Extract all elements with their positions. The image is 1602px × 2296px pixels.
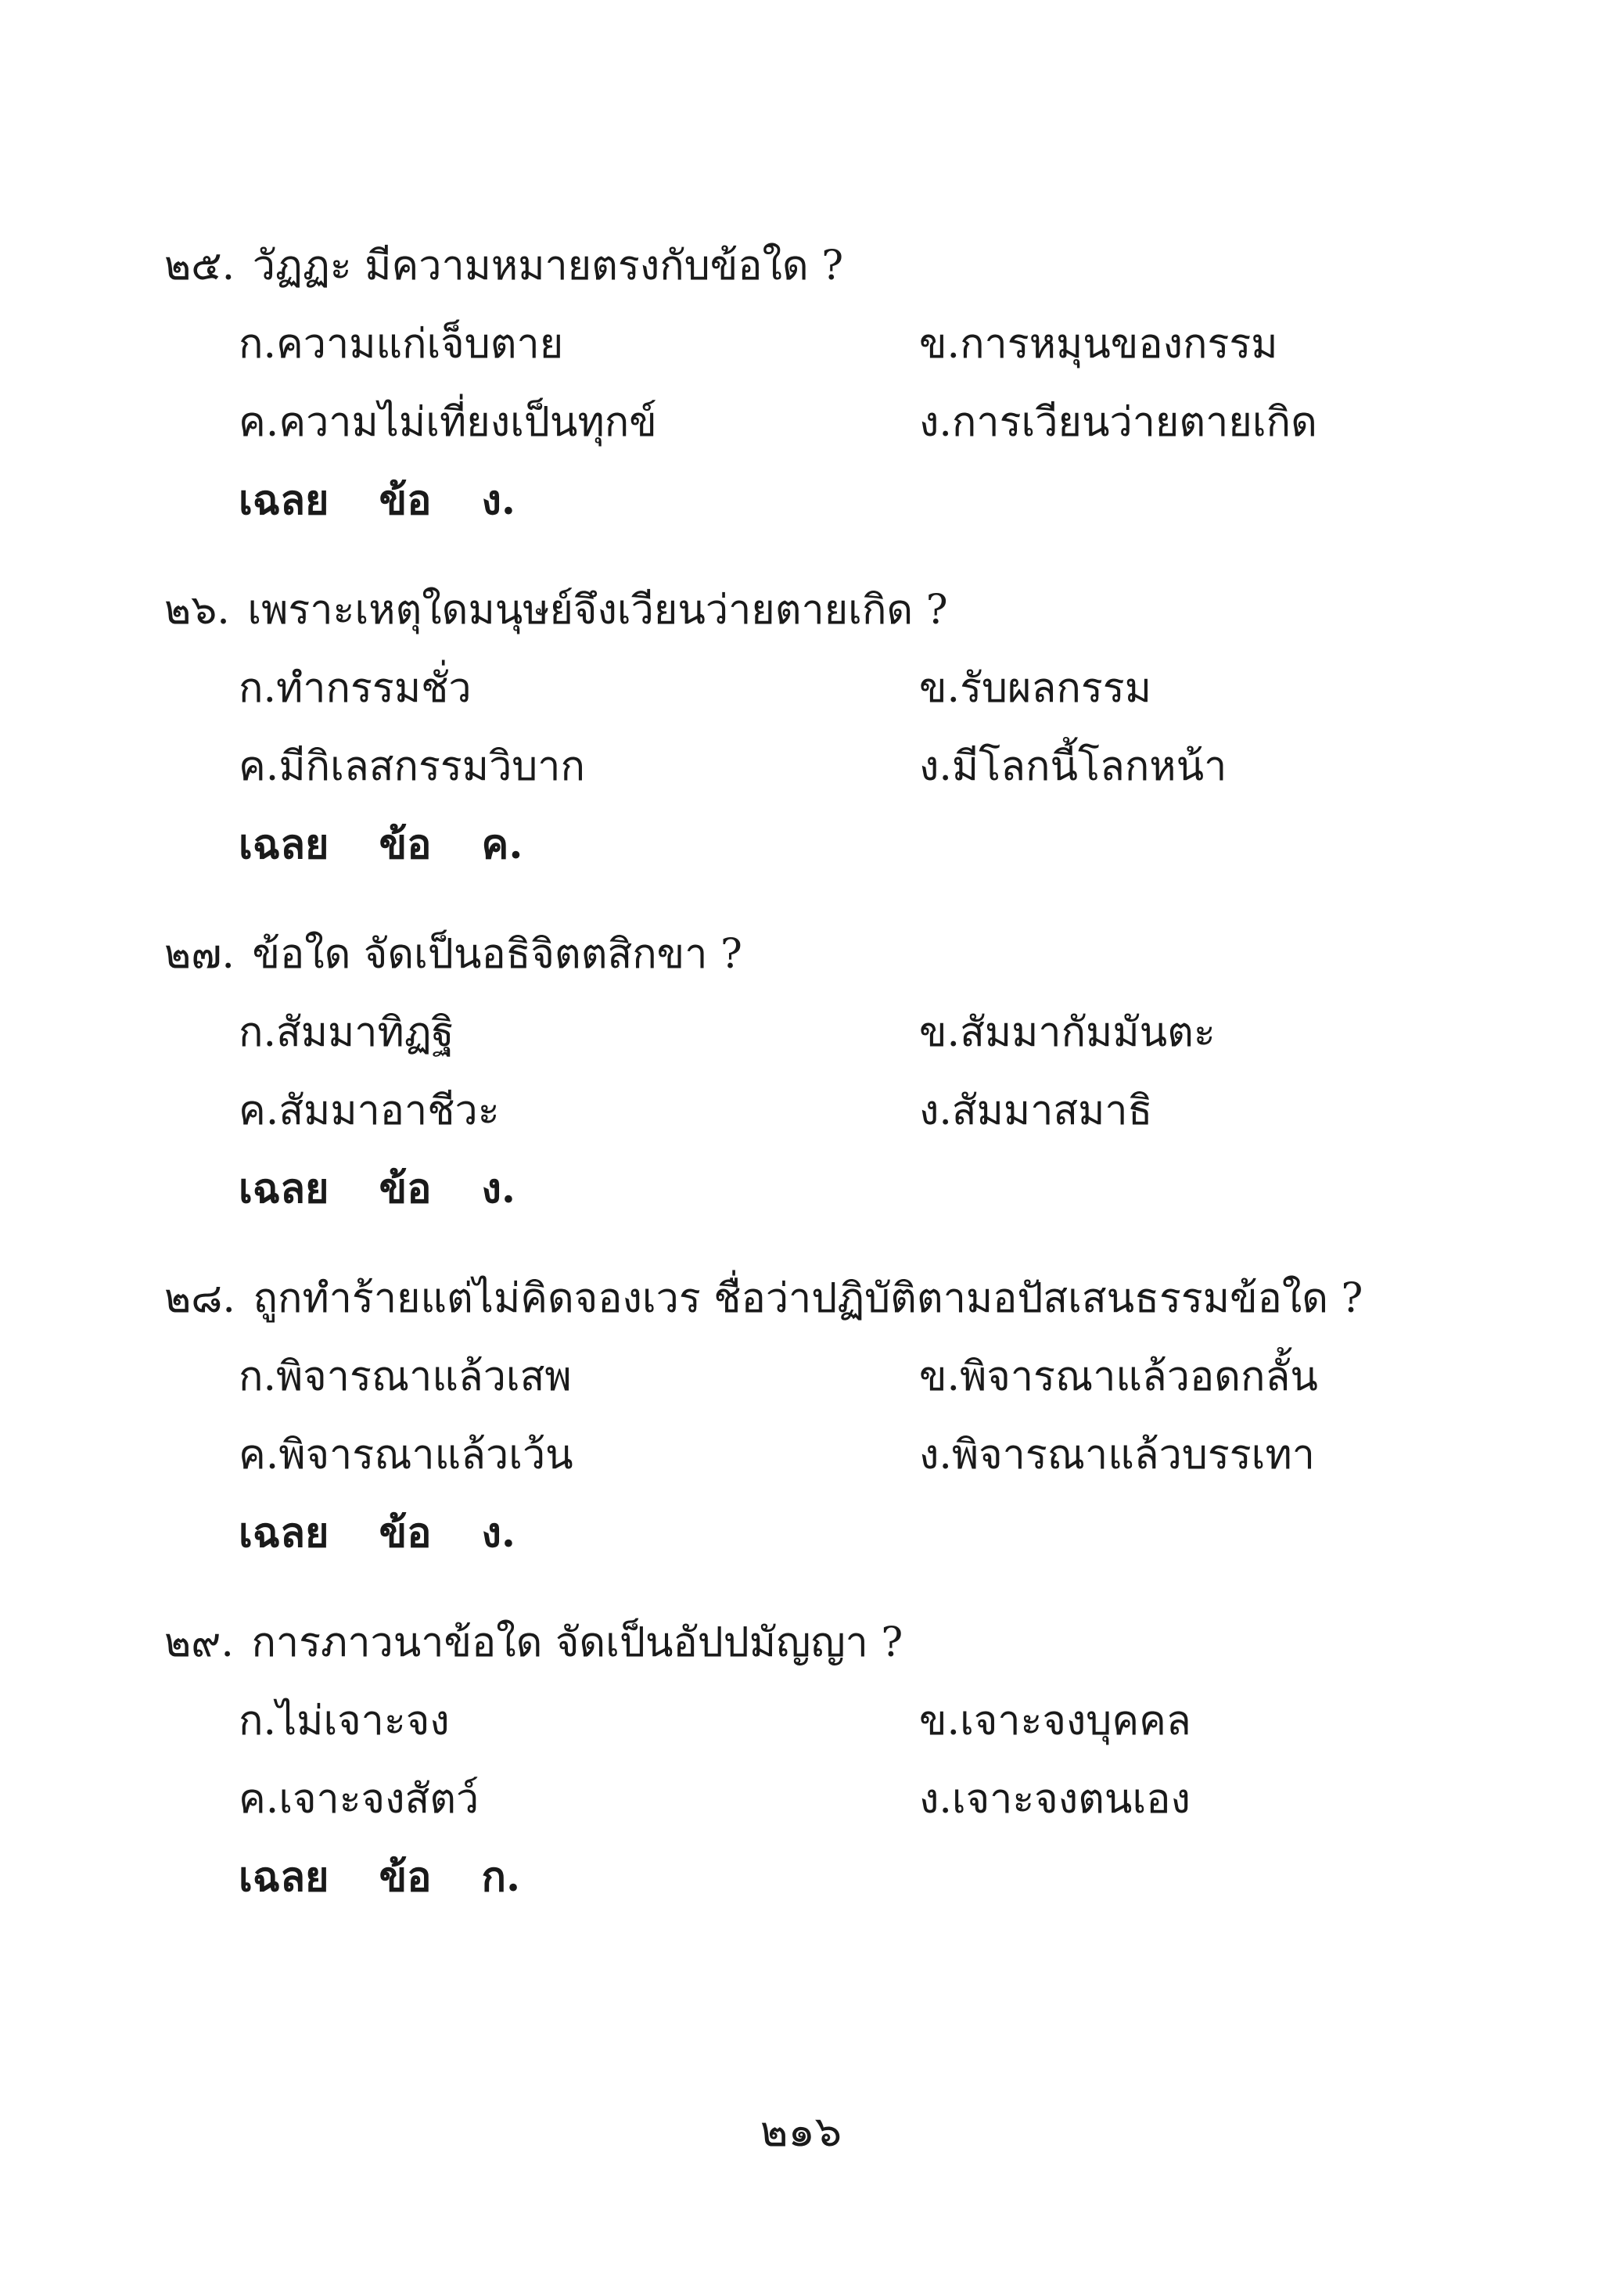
answer-line: [239, 1162, 551, 1216]
option-d: ง.เจาะจงตนเอง: [919, 1776, 1191, 1823]
option-a: ก.สัมมาทิฏฐิ: [239, 1009, 454, 1056]
question-line: [164, 583, 948, 638]
answer-word: ข้อ: [379, 821, 432, 868]
answer-word: ข้อ: [379, 1853, 432, 1901]
question-26: [0, 583, 1602, 896]
answer-choice: ก.: [481, 1853, 521, 1901]
page-number: ๒๑๖: [760, 2107, 842, 2156]
question-27: [0, 927, 1602, 1240]
answer-label: เฉลย: [239, 1165, 329, 1213]
answer-line: [239, 473, 551, 528]
option-c: ค.เจาะจงสัตว์: [239, 1776, 480, 1823]
answer-line: [239, 817, 559, 872]
answer-label: เฉลย: [239, 476, 329, 524]
question-number: ๒๗.: [164, 931, 235, 978]
option-c: ค.มีกิเลสกรรมวิบาก: [239, 743, 585, 790]
option-c: ค.สัมมาอาชีวะ: [239, 1087, 500, 1134]
answer-choice: ง.: [481, 476, 516, 524]
option-c: ค.ความไม่เที่ยงเป็นทุกข์: [239, 399, 657, 446]
option-a: ก.ความแก่เจ็บตาย: [239, 321, 564, 368]
question-29: [0, 1615, 1602, 1928]
question-text: การภาวนาข้อใด จัดเป็นอัปปมัญญา ?: [251, 1619, 903, 1666]
question-line: [164, 1271, 1363, 1326]
question-text: เพราะเหตุใดมนุษย์จึงเวียนว่ายตายเกิด ?: [247, 587, 948, 634]
option-b: ข.เจาะจงบุคคล: [919, 1698, 1191, 1744]
question-25: [0, 239, 1602, 552]
option-a: ก.ไม่เจาะจง: [239, 1698, 450, 1744]
question-text: ถูกทำร้ายแต่ไม่คิดจองเวร ชื่อว่าปฏิบัติตามอปัสเสนธรรมข้อใด ?: [253, 1275, 1363, 1322]
question-text: วัฏฏะ มีความหมายตรงกับข้อใด ?: [252, 243, 844, 289]
option-c: ค.พิจารณาแล้วเว้น: [239, 1432, 573, 1479]
answer-line: [239, 1506, 551, 1561]
option-b: ข.การหมุนของกรรม: [919, 321, 1278, 368]
option-d: ง.มีโลกนี้โลกหน้า: [919, 743, 1227, 790]
question-number: ๒๘.: [164, 1275, 235, 1322]
option-a: ก.พิจารณาแล้วเสพ: [239, 1353, 572, 1400]
question-number: ๒๙.: [164, 1619, 234, 1666]
answer-word: ข้อ: [379, 476, 432, 524]
question-28: [0, 1271, 1602, 1584]
question-line: [164, 239, 843, 293]
answer-label: เฉลย: [239, 821, 329, 868]
question-number: ๒๕.: [164, 243, 235, 289]
answer-choice: ง.: [481, 1509, 516, 1557]
answer-choice: ง.: [481, 1165, 516, 1213]
option-b: ข.พิจารณาแล้วอดกลั้น: [919, 1353, 1318, 1400]
option-d: ง.การเวียนว่ายตายเกิด: [919, 399, 1317, 446]
answer-word: ข้อ: [379, 1165, 432, 1213]
question-number: ๒๖.: [164, 587, 230, 634]
option-d: ง.สัมมาสมาธิ: [919, 1087, 1153, 1134]
answer-label: เฉลย: [239, 1509, 329, 1557]
answer-label: เฉลย: [239, 1853, 329, 1901]
option-b: ข.รับผลกรรม: [919, 665, 1151, 712]
option-b: ข.สัมมากัมมันตะ: [919, 1009, 1216, 1056]
question-line: [164, 1615, 903, 1670]
option-a: ก.ทำกรรมชั่ว: [239, 665, 472, 712]
question-line: [164, 927, 742, 982]
answer-choice: ค.: [481, 821, 523, 868]
option-d: ง.พิจารณาแล้วบรรเทา: [919, 1432, 1315, 1479]
answer-word: ข้อ: [379, 1509, 432, 1557]
answer-line: [239, 1850, 556, 1905]
question-text: ข้อใด จัดเป็นอธิจิตตสิกขา ?: [252, 931, 742, 978]
